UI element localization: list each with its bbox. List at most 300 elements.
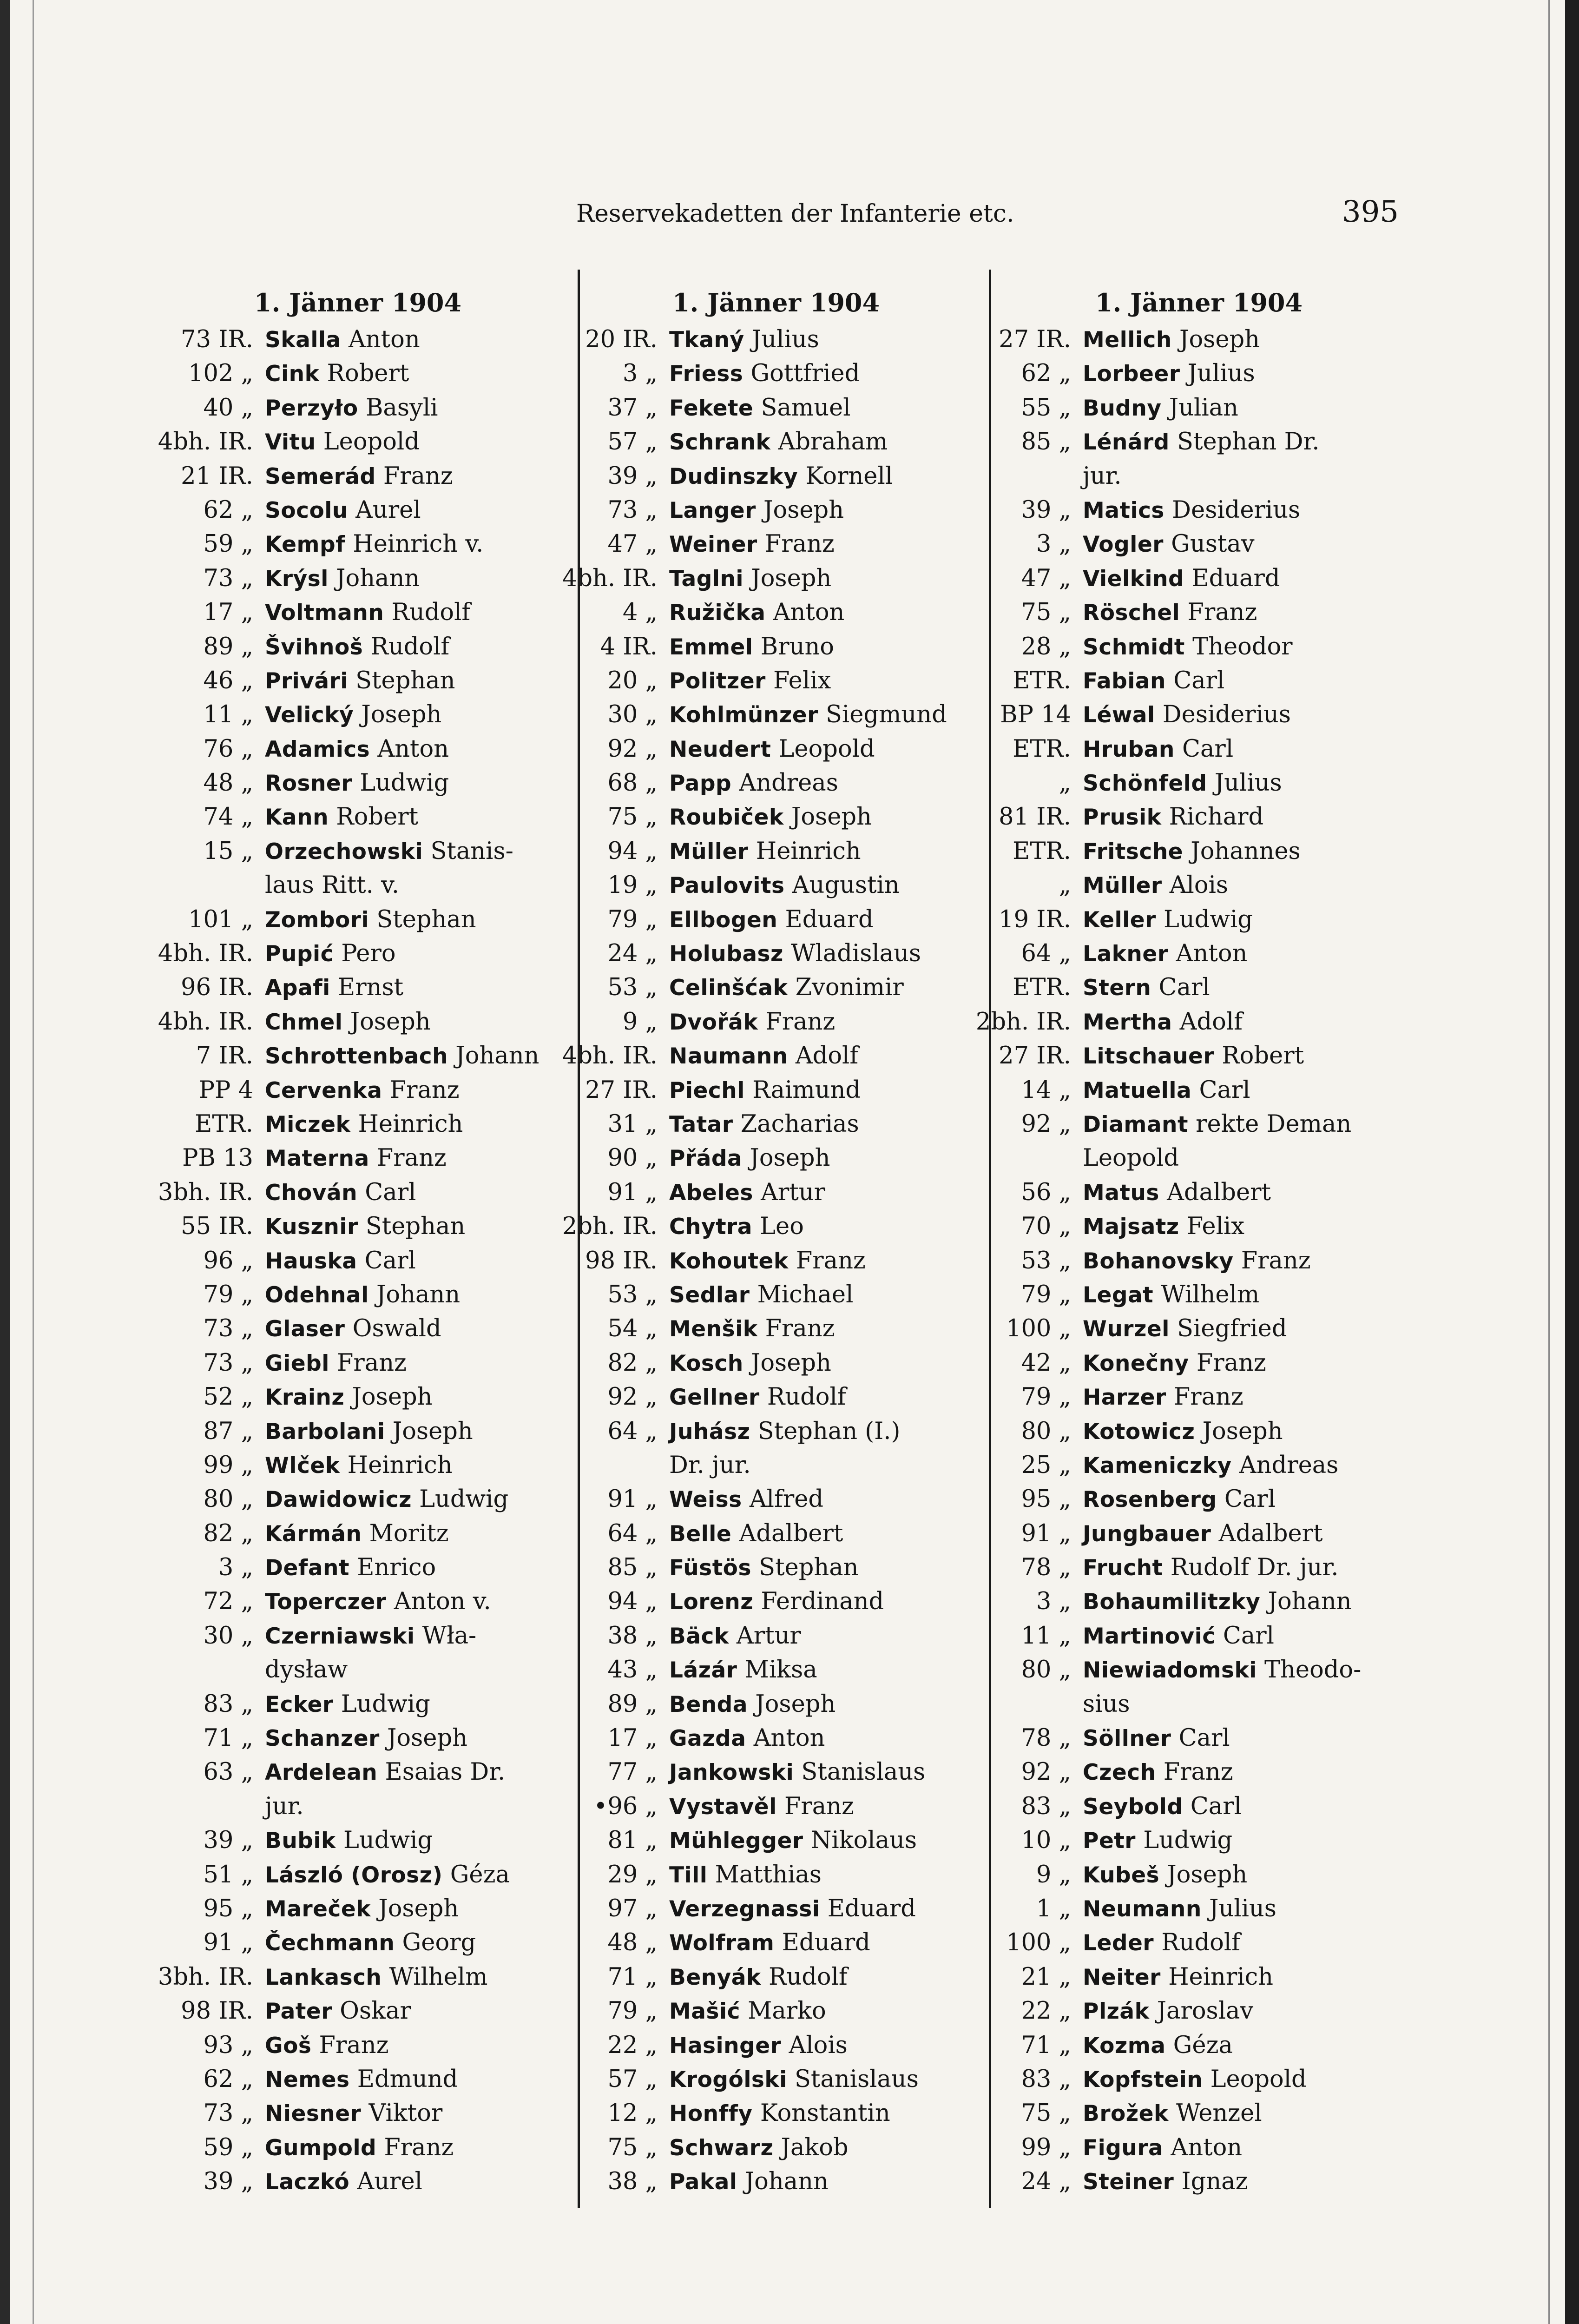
cadet-name bbox=[669, 1721, 825, 1756]
regiment-number: 31 „ bbox=[607, 1110, 658, 1138]
surname: Krýsl bbox=[265, 566, 329, 592]
surname: Léwal bbox=[1083, 702, 1155, 728]
list-item bbox=[558, 868, 976, 902]
list-item bbox=[153, 391, 572, 425]
cadet-name bbox=[1083, 1039, 1304, 1073]
list-item bbox=[971, 937, 1399, 971]
cadet-name bbox=[669, 1653, 817, 1687]
given-name: Carl bbox=[1174, 735, 1234, 763]
cadet-name bbox=[669, 1482, 823, 1517]
given-name: Heinrich v. bbox=[345, 530, 484, 558]
surname: Socolu bbox=[265, 497, 348, 523]
list-item bbox=[153, 1721, 572, 1755]
cadet-name bbox=[1083, 1755, 1233, 1789]
given-name: Jaroslav bbox=[1149, 1997, 1254, 2025]
surname: Legat bbox=[1083, 1282, 1154, 1308]
regiment-number: „ bbox=[1059, 769, 1071, 797]
given-name: Kornell bbox=[798, 462, 893, 490]
cadet-name bbox=[1083, 1823, 1232, 1858]
cadet-name bbox=[265, 1107, 463, 1142]
given-name: Stephan bbox=[751, 1554, 859, 1582]
regiment-number: 47 „ bbox=[1021, 564, 1071, 592]
surname: Rosner bbox=[265, 771, 352, 797]
list-item bbox=[153, 1960, 572, 1994]
surname: Goš bbox=[265, 2033, 312, 2059]
surname: Nemes bbox=[265, 2067, 350, 2093]
given-name: Joseph bbox=[385, 1417, 473, 1445]
given-name: Ludwig bbox=[336, 1827, 433, 1855]
surname: Vogler bbox=[1083, 532, 1164, 558]
cadet-name bbox=[669, 1346, 831, 1380]
given-name: Alois bbox=[781, 2031, 848, 2059]
regiment-number: 11 „ bbox=[1021, 1622, 1071, 1650]
cadet-name bbox=[669, 903, 874, 937]
list-item bbox=[153, 1244, 572, 1278]
list-item bbox=[971, 1721, 1399, 1755]
regiment-number: 12 „ bbox=[607, 2100, 658, 2127]
given-name: Wilhelm bbox=[1153, 1281, 1260, 1308]
given-name: Oskar bbox=[332, 1997, 411, 2025]
cadet-name bbox=[265, 1482, 508, 1517]
cadet-name bbox=[669, 800, 872, 834]
regiment-number: 64 „ bbox=[607, 1417, 658, 1445]
surname: Gazda bbox=[669, 1726, 746, 1752]
cadet-name bbox=[265, 766, 449, 800]
list-item bbox=[971, 1517, 1399, 1551]
regiment-number: 101 „ bbox=[188, 905, 253, 933]
surname: Neumann bbox=[1083, 1896, 1202, 1922]
surname: Laczkó bbox=[265, 2169, 350, 2195]
list-item bbox=[153, 1005, 572, 1039]
cadet-name bbox=[265, 2131, 454, 2165]
surname: Fabian bbox=[1083, 668, 1166, 694]
list-item bbox=[558, 1619, 976, 1653]
regiment-number: 59 „ bbox=[203, 530, 253, 558]
given-name: Franz bbox=[758, 1008, 836, 1036]
cadet-name bbox=[1083, 1414, 1283, 1449]
given-name: Stephan bbox=[348, 667, 455, 694]
list-item bbox=[153, 1380, 572, 1414]
cadet-name bbox=[669, 1448, 751, 1483]
given-name: Alois bbox=[1162, 872, 1229, 899]
regiment-number: 63 „ bbox=[203, 1758, 253, 1786]
list-item bbox=[971, 732, 1399, 766]
list-item bbox=[971, 1175, 1399, 1209]
surname: Schrank bbox=[669, 429, 771, 456]
given-name: Eduard bbox=[774, 1929, 870, 1957]
surname: Voltmann bbox=[265, 600, 384, 626]
list-item bbox=[153, 800, 572, 834]
given-name: Franz bbox=[1156, 1758, 1233, 1786]
list-item bbox=[971, 561, 1399, 595]
list-item bbox=[153, 1858, 572, 1892]
surname: Skalla bbox=[265, 327, 341, 353]
cadet-name bbox=[1083, 357, 1255, 391]
given-name: Stephan bbox=[358, 1213, 466, 1241]
surname: Apafi bbox=[265, 975, 330, 1001]
cadet-name bbox=[265, 425, 420, 459]
list-item bbox=[558, 1721, 976, 1755]
cadet-name bbox=[669, 1244, 866, 1278]
regiment-number: 73 „ bbox=[203, 1349, 253, 1377]
cadet-name bbox=[265, 1073, 460, 1108]
scan-edge-left bbox=[0, 0, 10, 2324]
regiment-number: 59 „ bbox=[203, 2133, 253, 2161]
given-name: Franz bbox=[311, 2031, 389, 2059]
surname: Emmel bbox=[669, 634, 753, 660]
surname: Mühlegger bbox=[669, 1828, 803, 1854]
list-item bbox=[558, 1414, 976, 1448]
given-name: Stanislaus bbox=[794, 1758, 926, 1786]
regiment-number: 4bh. IR. bbox=[562, 564, 658, 592]
surname: Chytra bbox=[669, 1214, 752, 1240]
surname: Cink bbox=[265, 361, 320, 387]
list-item bbox=[558, 971, 976, 1004]
cadet-name bbox=[669, 766, 838, 800]
list-item bbox=[153, 1994, 572, 2028]
surname: Lorbeer bbox=[1083, 361, 1180, 387]
list-item bbox=[558, 1482, 976, 1516]
given-name: Robert bbox=[1214, 1042, 1304, 1070]
page-number: 395 bbox=[1342, 195, 1399, 229]
given-name: Joseph bbox=[756, 496, 844, 524]
cadet-name bbox=[265, 1585, 491, 1619]
regiment-number: 73 „ bbox=[607, 496, 658, 524]
regiment-number: 85 „ bbox=[1021, 428, 1071, 456]
cadet-name bbox=[1083, 1244, 1311, 1278]
surname: Politzer bbox=[669, 668, 766, 694]
given-name: Aurel bbox=[349, 2168, 422, 2196]
cadet-name bbox=[1083, 1926, 1240, 1960]
surname: Schrottenbach bbox=[265, 1043, 448, 1070]
list-item bbox=[971, 1585, 1399, 1618]
given-name: Rudolf bbox=[1154, 1929, 1241, 1957]
list-item bbox=[971, 868, 1399, 902]
list-item bbox=[558, 937, 976, 971]
surname: Schwarz bbox=[669, 2135, 774, 2161]
cadet-name bbox=[1083, 1482, 1276, 1517]
list-item bbox=[558, 732, 976, 766]
regiment-number: 99 „ bbox=[1021, 2133, 1071, 2161]
surname: Gumpold bbox=[265, 2135, 377, 2161]
regiment-number: •96 „ bbox=[593, 1792, 658, 1820]
surname: Litschauer bbox=[1083, 1043, 1215, 1070]
given-name: Franz bbox=[788, 1247, 866, 1274]
surname: Czech bbox=[1083, 1760, 1156, 1786]
cadet-name bbox=[1083, 1687, 1130, 1722]
surname: Kameniczky bbox=[1083, 1452, 1232, 1479]
surname: Sedlar bbox=[669, 1282, 750, 1308]
given-name: Carl bbox=[1217, 1486, 1276, 1513]
list-item bbox=[153, 1687, 572, 1721]
entry-list bbox=[558, 323, 976, 2199]
surname: Ardelean bbox=[265, 1760, 378, 1786]
given-name: Johann bbox=[328, 564, 420, 592]
regiment-number: 73 „ bbox=[203, 2100, 253, 2127]
list-item bbox=[971, 766, 1399, 800]
given-name: Carl bbox=[357, 1178, 416, 1206]
list-item bbox=[971, 1448, 1399, 1482]
list-item bbox=[153, 1653, 572, 1687]
cadet-name bbox=[1083, 2062, 1307, 2097]
regiment-number: 73 „ bbox=[203, 564, 253, 592]
surname: Benyák bbox=[669, 1964, 761, 1990]
surname: Lorenz bbox=[669, 1589, 754, 1615]
regiment-number: 22 „ bbox=[607, 2031, 658, 2059]
given-name: Rudolf bbox=[759, 1383, 846, 1411]
list-item bbox=[558, 1653, 976, 1687]
regiment-number: 48 „ bbox=[203, 769, 253, 797]
given-name: Carl bbox=[1215, 1622, 1274, 1650]
regiment-number: 68 „ bbox=[607, 769, 658, 797]
list-item bbox=[558, 459, 976, 493]
cadet-name bbox=[669, 1209, 804, 1244]
given-name: Adolf bbox=[788, 1042, 859, 1070]
surname: Röschel bbox=[1083, 600, 1180, 626]
regiment-number: 91 „ bbox=[203, 1929, 253, 1957]
surname: Bubik bbox=[265, 1828, 336, 1854]
list-item bbox=[971, 834, 1399, 868]
surname: Adamics bbox=[265, 736, 370, 762]
cadet-name bbox=[669, 1141, 830, 1175]
surname: Taglni bbox=[669, 566, 744, 592]
list-item bbox=[558, 1039, 976, 1073]
surname: Toperczer bbox=[265, 1589, 387, 1615]
cadet-name bbox=[669, 1960, 848, 1994]
list-item bbox=[558, 1551, 976, 1585]
surname: Konečny bbox=[1083, 1350, 1189, 1376]
surname: Rosenberg bbox=[1083, 1487, 1217, 1513]
given-name: Julius bbox=[1207, 769, 1282, 797]
list-item bbox=[153, 937, 572, 971]
surname: Czerniawski bbox=[265, 1623, 415, 1649]
list-item bbox=[971, 595, 1399, 629]
surname: Benda bbox=[669, 1691, 748, 1717]
regiment-number: 91 „ bbox=[607, 1486, 658, 1513]
regiment-number: 55 „ bbox=[1021, 394, 1071, 422]
given-name: Wenzel bbox=[1168, 2100, 1262, 2127]
surname: Stern bbox=[1083, 975, 1151, 1001]
regiment-number: 78 „ bbox=[1021, 1554, 1071, 1582]
regiment-number: 53 „ bbox=[1021, 1247, 1071, 1274]
given-name: Stephan (I.) bbox=[750, 1417, 901, 1445]
given-name: Joseph bbox=[342, 1008, 431, 1036]
given-name: Carl bbox=[1183, 1792, 1242, 1820]
cadet-name bbox=[265, 664, 455, 698]
surname: Matuella bbox=[1083, 1077, 1192, 1103]
cadet-name bbox=[669, 323, 819, 357]
cadet-name bbox=[265, 1244, 416, 1278]
regiment-number: 75 „ bbox=[607, 2133, 658, 2161]
regiment-number: 27 IR. bbox=[585, 1076, 658, 1104]
cadet-name bbox=[1083, 595, 1257, 630]
given-name: Johann bbox=[737, 2168, 829, 2196]
given-name: Esaias Dr. bbox=[377, 1758, 506, 1786]
surname: Ružička bbox=[669, 600, 766, 626]
given-name: Stephan bbox=[369, 905, 476, 933]
column-heading: 1. Jänner 1904 bbox=[254, 288, 462, 317]
cadet-name bbox=[1083, 1175, 1271, 1210]
given-name: Johannes bbox=[1183, 837, 1301, 865]
given-name: Heinrich bbox=[340, 1451, 453, 1479]
regiment-number: 73 IR. bbox=[181, 326, 253, 353]
regiment-number: PB 13 bbox=[182, 1144, 253, 1172]
given-name: Ludwig bbox=[1135, 1827, 1233, 1855]
regiment-number: 4bh. IR. bbox=[562, 1042, 658, 1070]
surname: Vystavěl bbox=[669, 1794, 777, 1820]
surname: Barbolani bbox=[265, 1419, 385, 1445]
list-item bbox=[153, 732, 572, 766]
list-item bbox=[558, 1209, 976, 1243]
list-item bbox=[558, 1892, 976, 1926]
list-item bbox=[558, 766, 976, 800]
surname: Mertha bbox=[1083, 1009, 1172, 1035]
regiment-number: 40 „ bbox=[203, 394, 253, 422]
cadet-name bbox=[265, 1858, 510, 1892]
list-item bbox=[153, 1585, 572, 1618]
surname: Juhász bbox=[669, 1419, 750, 1445]
given-name: Carl bbox=[1171, 1724, 1230, 1752]
regiment-number: 79 „ bbox=[607, 1997, 658, 2025]
surname: Abeles bbox=[669, 1180, 753, 1206]
given-name: Bruno bbox=[753, 633, 835, 660]
surname: Naumann bbox=[669, 1043, 788, 1070]
given-name: Franz bbox=[776, 1792, 854, 1820]
surname: Privári bbox=[265, 668, 348, 694]
given-name: Anton bbox=[341, 326, 420, 353]
regiment-number: 3 „ bbox=[1036, 1588, 1071, 1616]
list-item bbox=[971, 1107, 1399, 1141]
list-item bbox=[558, 493, 976, 527]
given-name: Franz bbox=[1180, 599, 1257, 627]
regiment-number: 62 „ bbox=[203, 2065, 253, 2093]
given-name: Julian bbox=[1161, 394, 1238, 422]
cadet-name bbox=[669, 459, 893, 494]
given-name: Carl bbox=[357, 1247, 416, 1274]
list-item bbox=[558, 2062, 976, 2096]
list-item bbox=[153, 1346, 572, 1380]
list-item bbox=[971, 493, 1399, 527]
given-name: Franz bbox=[376, 2133, 454, 2161]
cadet-name bbox=[265, 2165, 422, 2199]
list-item bbox=[971, 698, 1399, 732]
regiment-number: 4bh. IR. bbox=[158, 940, 253, 968]
surname: Müller bbox=[669, 838, 749, 865]
regiment-number: 71 „ bbox=[1021, 2031, 1071, 2059]
surname: Miczek bbox=[265, 1111, 351, 1137]
given-name: Anton bbox=[765, 599, 845, 627]
given-name: Marko bbox=[740, 1997, 826, 2025]
regiment-number: 94 „ bbox=[607, 1588, 658, 1616]
given-name: Artur bbox=[729, 1622, 801, 1650]
cadet-name bbox=[1083, 493, 1300, 528]
surname: Odehnal bbox=[265, 1282, 369, 1308]
regiment-number: 71 „ bbox=[203, 1724, 253, 1752]
given-name: Joseph bbox=[354, 701, 442, 729]
cadet-name bbox=[1083, 1960, 1273, 1994]
given-name: Andreas bbox=[731, 769, 838, 797]
list-item bbox=[558, 1380, 976, 1414]
cadet-name bbox=[265, 391, 438, 425]
list-item bbox=[558, 1244, 976, 1278]
cadet-name bbox=[1083, 391, 1238, 425]
surname: Diamant bbox=[1083, 1111, 1188, 1137]
regiment-number: 3 „ bbox=[1036, 530, 1071, 558]
surname: Langer bbox=[669, 497, 756, 523]
surname: Kozma bbox=[1083, 2033, 1166, 2059]
surname: Seybold bbox=[1083, 1794, 1183, 1820]
cadet-name bbox=[669, 1414, 900, 1449]
given-name: Joseph bbox=[742, 1144, 830, 1172]
cadet-name bbox=[669, 1585, 884, 1619]
given-name: Franz bbox=[369, 1144, 447, 1172]
cadet-name bbox=[265, 937, 396, 971]
given-name: Franz bbox=[1233, 1247, 1311, 1274]
cadet-name bbox=[265, 1448, 453, 1483]
cadet-name bbox=[1083, 971, 1210, 1005]
surname: Přáda bbox=[669, 1146, 743, 1172]
list-item bbox=[558, 1005, 976, 1039]
given-name: Julius bbox=[744, 326, 819, 353]
surname: Fekete bbox=[669, 395, 754, 421]
regiment-number: 76 „ bbox=[203, 735, 253, 763]
surname: Bohanovsky bbox=[1083, 1248, 1234, 1274]
list-item bbox=[153, 2062, 572, 2096]
list-item bbox=[153, 2131, 572, 2165]
surname: Chmel bbox=[265, 1009, 343, 1035]
regiment-number: 53 „ bbox=[607, 1281, 658, 1308]
list-item bbox=[971, 1141, 1399, 1175]
given-name: sius bbox=[1083, 1690, 1130, 1718]
list-item bbox=[153, 1312, 572, 1346]
given-name: Franz bbox=[757, 530, 835, 558]
surname: Pakal bbox=[669, 2169, 737, 2195]
cadet-name bbox=[1083, 766, 1282, 800]
given-name: Edmund bbox=[349, 2065, 458, 2093]
given-name: Rudolf bbox=[384, 599, 471, 627]
regiment-number: 75 „ bbox=[1021, 2100, 1071, 2127]
given-name: Heinrich bbox=[748, 837, 861, 865]
list-item bbox=[971, 1994, 1399, 2028]
list-item bbox=[153, 1926, 572, 1960]
regiment-number: 39 „ bbox=[203, 1827, 253, 1855]
surname: Vielkind bbox=[1083, 566, 1184, 592]
cadet-name bbox=[265, 971, 403, 1005]
list-item bbox=[558, 1789, 976, 1823]
regiment-number: 64 „ bbox=[1021, 940, 1071, 968]
list-item bbox=[971, 1619, 1399, 1653]
surname: Materna bbox=[265, 1146, 369, 1172]
cadet-name bbox=[1083, 323, 1260, 357]
given-name: Franz bbox=[382, 1076, 460, 1104]
cadet-name bbox=[265, 1892, 459, 1926]
regiment-number: 9 „ bbox=[1036, 1861, 1071, 1888]
entry-list bbox=[153, 323, 572, 2199]
surname: Kempf bbox=[265, 532, 346, 558]
list-item bbox=[971, 1209, 1399, 1243]
regiment-number: 42 „ bbox=[1021, 1349, 1071, 1377]
cadet-name bbox=[265, 1687, 430, 1722]
list-item bbox=[971, 971, 1399, 1004]
list-item bbox=[153, 1551, 572, 1585]
regiment-number: 4 IR. bbox=[600, 633, 658, 660]
regiment-number: 92 „ bbox=[1021, 1110, 1071, 1138]
cadet-name bbox=[1083, 630, 1293, 664]
cadet-name bbox=[265, 1380, 432, 1414]
cadet-name bbox=[1083, 1858, 1247, 1892]
list-item bbox=[558, 834, 976, 868]
cadet-name bbox=[669, 1517, 843, 1551]
